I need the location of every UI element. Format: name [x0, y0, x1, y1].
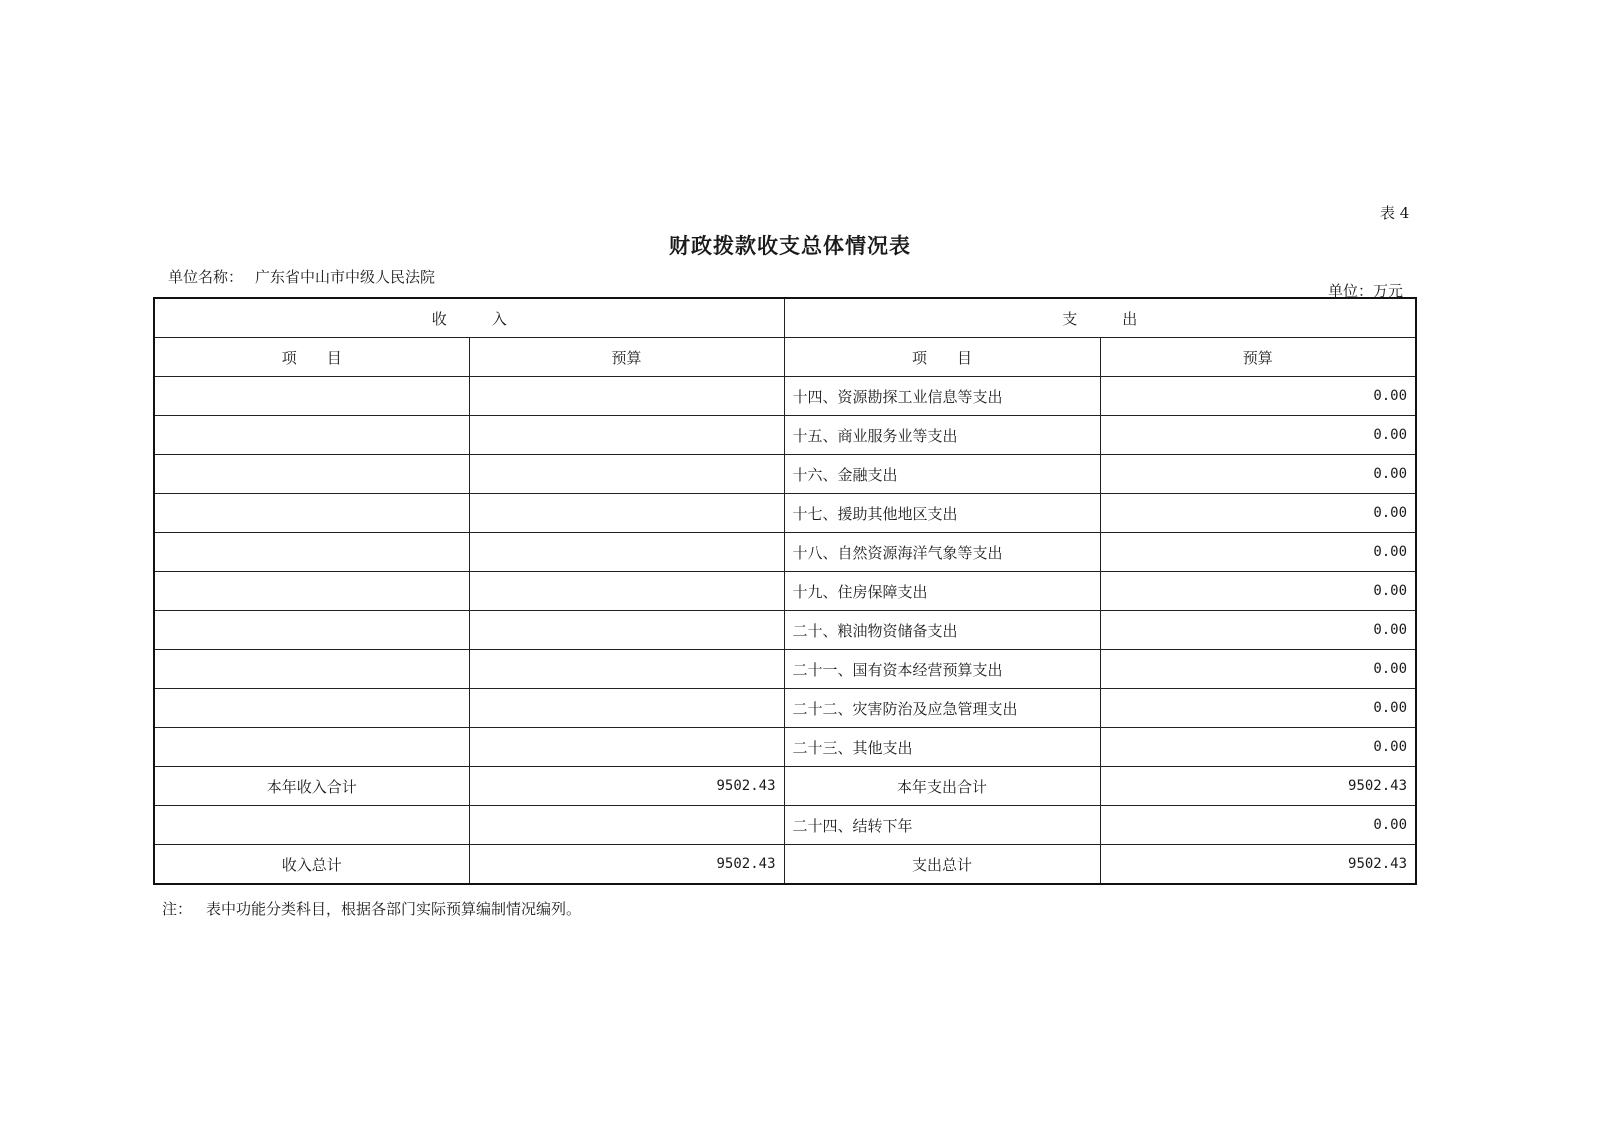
- income-budget-cell: [469, 494, 784, 533]
- expense-item-cell: 十四、资源勘探工业信息等支出: [784, 377, 1100, 416]
- table-header-row-1: [154, 298, 1416, 338]
- unit-name-label: 单位名称：: [168, 268, 244, 286]
- income-item-cell: [154, 572, 469, 611]
- expense-item-header: 项 目: [784, 338, 1100, 377]
- income-item-cell: [154, 689, 469, 728]
- expense-budget-cell: 0.00: [1100, 533, 1416, 572]
- income-item-cell: [154, 377, 469, 416]
- expense-budget-cell: 0.00: [1100, 494, 1416, 533]
- expense-carry-item: 二十四、结转下年: [784, 806, 1100, 845]
- expense-budget-cell: 0.00: [1100, 611, 1416, 650]
- income-item-cell: [154, 494, 469, 533]
- expense-item-cell: 十五、商业服务业等支出: [784, 416, 1100, 455]
- expense-budget-cell: 0.00: [1100, 689, 1416, 728]
- table-row: [154, 533, 1416, 572]
- income-grand-total-value: 9502.43: [469, 845, 784, 885]
- expense-carry-value: 0.00: [1100, 806, 1416, 845]
- income-budget-cell: [469, 455, 784, 494]
- table-row: [154, 494, 1416, 533]
- income-budget-cell: [469, 572, 784, 611]
- table-row: [154, 611, 1416, 650]
- footnote-text: 表中功能分类科目，根据各部门实际预算编制情况编列。: [206, 900, 582, 918]
- expense-budget-cell: 0.00: [1100, 650, 1416, 689]
- expense-item-cell: 十七、援助其他地区支出: [784, 494, 1100, 533]
- expense-budget-cell: 0.00: [1100, 572, 1416, 611]
- expense-year-total-label: 本年支出合计: [784, 767, 1100, 806]
- income-year-total-label: 本年收入合计: [154, 767, 469, 806]
- unit-name-line: [168, 266, 435, 287]
- grand-total-row: [154, 845, 1416, 885]
- income-budget-cell: [469, 611, 784, 650]
- income-budget-cell: [469, 377, 784, 416]
- footnote: [162, 898, 581, 919]
- expense-item-cell: 二十二、灾害防治及应急管理支出: [784, 689, 1100, 728]
- income-item-cell: [154, 533, 469, 572]
- income-grand-total-label: 收入总计: [154, 845, 469, 885]
- expense-budget-cell: 0.00: [1100, 455, 1416, 494]
- footnote-label: 注：: [162, 900, 193, 918]
- expense-year-total-value: 9502.43: [1100, 767, 1416, 806]
- carry-forward-row: [154, 806, 1416, 845]
- table-row: [154, 572, 1416, 611]
- income-item-cell: [154, 650, 469, 689]
- expense-item-cell: 二十一、国有资本经营预算支出: [784, 650, 1100, 689]
- expense-budget-cell: 0.00: [1100, 416, 1416, 455]
- expense-item-cell: 二十、粮油物资储备支出: [784, 611, 1100, 650]
- income-budget-header: 预算: [469, 338, 784, 377]
- income-item-cell: [154, 728, 469, 767]
- expense-item-cell: 十九、住房保障支出: [784, 572, 1100, 611]
- income-item-cell: [154, 416, 469, 455]
- expense-budget-cell: 0.00: [1100, 728, 1416, 767]
- expense-budget-cell: 0.00: [1100, 377, 1416, 416]
- sheet-number: 表 4: [1380, 204, 1410, 222]
- income-header: 收 入: [154, 298, 784, 338]
- table-row: [154, 416, 1416, 455]
- expense-header: 支 出: [784, 298, 1416, 338]
- table-row: [154, 728, 1416, 767]
- income-budget-cell: [469, 650, 784, 689]
- table-row: [154, 377, 1416, 416]
- income-carry-item: [154, 806, 469, 845]
- expense-grand-total-label: 支出总计: [784, 845, 1100, 885]
- year-total-row: [154, 767, 1416, 806]
- budget-table-container: [153, 297, 1415, 885]
- income-budget-cell: [469, 416, 784, 455]
- income-budget-cell: [469, 689, 784, 728]
- table-body: [154, 377, 1416, 767]
- income-carry-value: [469, 806, 784, 845]
- income-budget-cell: [469, 533, 784, 572]
- expense-item-cell: 十六、金融支出: [784, 455, 1100, 494]
- expense-grand-total-value: 9502.43: [1100, 845, 1416, 885]
- expense-item-cell: 十八、自然资源海洋气象等支出: [784, 533, 1100, 572]
- income-item-cell: [154, 611, 469, 650]
- currency-unit: 单位：万元: [1328, 282, 1404, 300]
- income-item-header: 项 目: [154, 338, 469, 377]
- unit-name-value: 广东省中山市中级人民法院: [255, 268, 436, 286]
- income-year-total-value: 9502.43: [469, 767, 784, 806]
- income-budget-cell: [469, 728, 784, 767]
- table-row: [154, 650, 1416, 689]
- expense-budget-header: 预算: [1100, 338, 1416, 377]
- budget-table: [153, 297, 1417, 885]
- table-row: [154, 689, 1416, 728]
- page-title: 财政拨款收支总体情况表: [669, 233, 911, 258]
- expense-item-cell: 二十三、其他支出: [784, 728, 1100, 767]
- table-header-row-2: [154, 338, 1416, 377]
- table-row: [154, 455, 1416, 494]
- income-item-cell: [154, 455, 469, 494]
